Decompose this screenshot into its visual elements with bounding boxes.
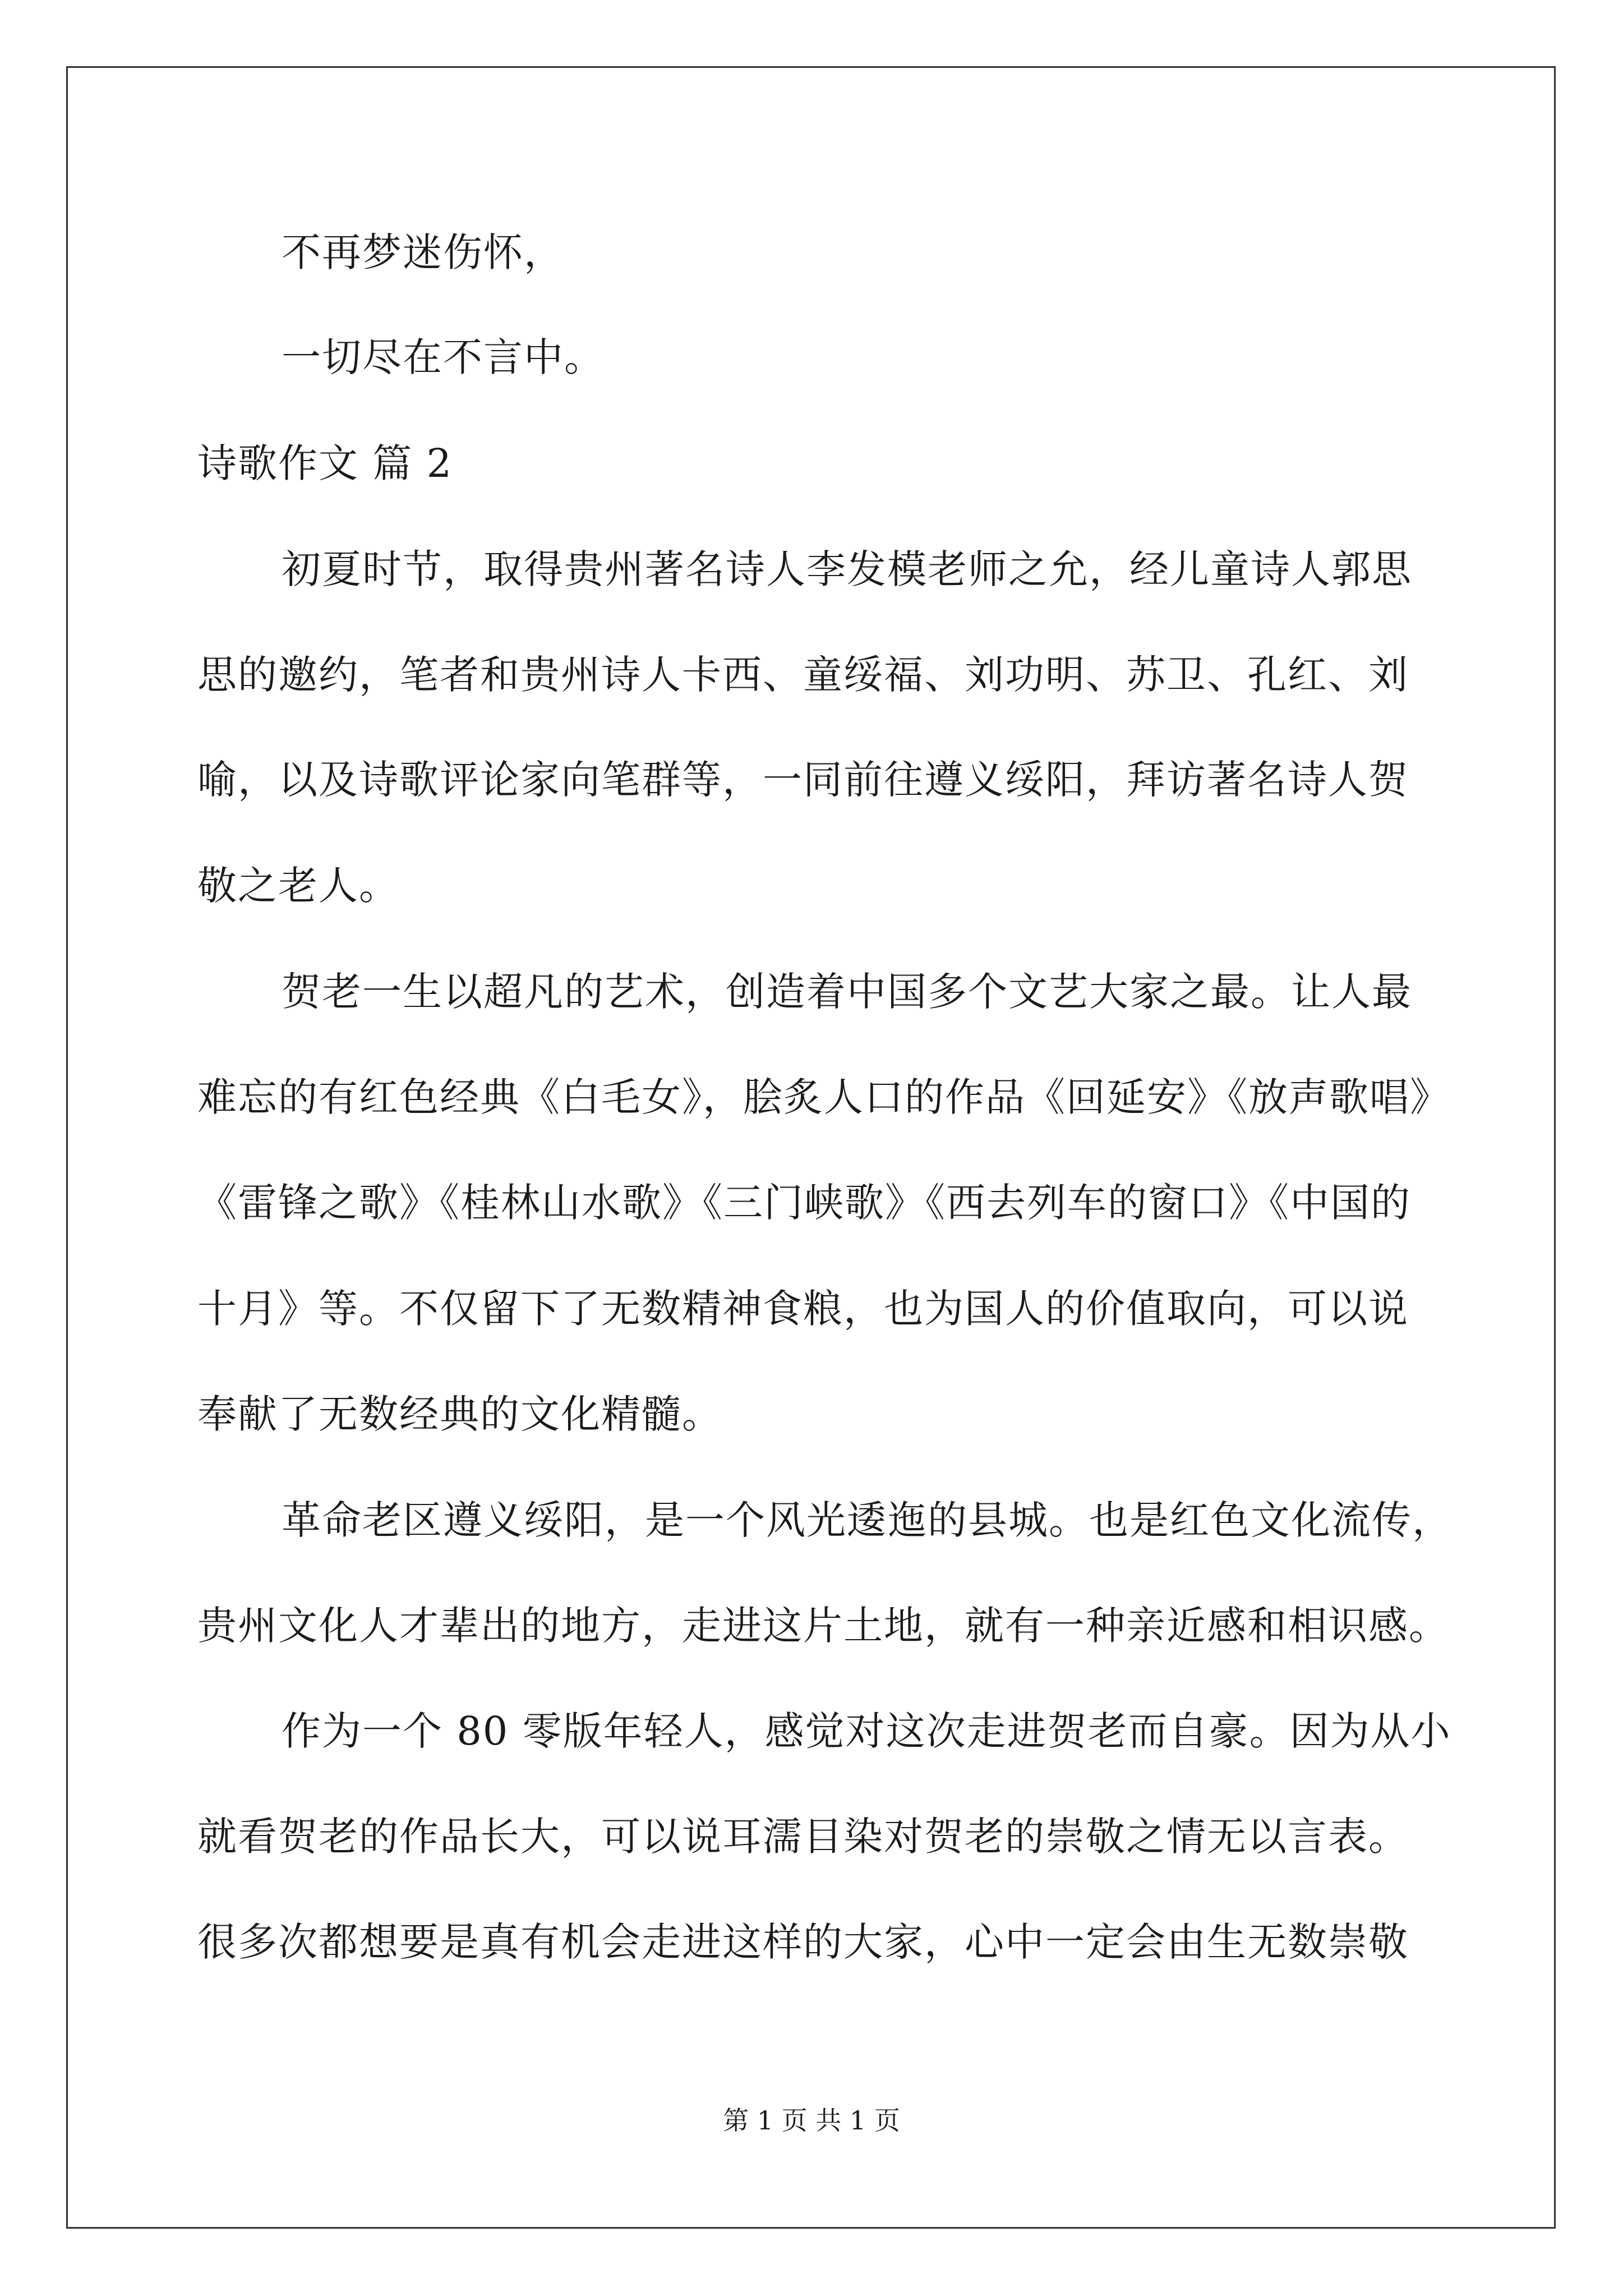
section-heading: 诗歌作文 篇 2 [197, 440, 453, 486]
text-line: 《雷锋之歌》《桂林山水歌》《三门峡歌》《西去列车的窗口》《中国的 [197, 1180, 1411, 1226]
text-line: 喻，以及诗歌评论家向笔群等，一同前往遵义绥阳，拜访著名诗人贺 [197, 757, 1409, 803]
text-line: 不再梦迷伤怀， [282, 229, 564, 275]
text-line: 思的邀约，笔者和贵州诗人卡西、童绥福、刘功明、苏卫、孔红、刘 [197, 652, 1409, 698]
text-line: 十月》等。不仅留下了无数精神食粮，也为国人的价值取向，可以说 [197, 1286, 1409, 1332]
text-line: 革命老区遵义绥阳，是一个风光逶迤的县城。也是红色文化流传， [282, 1497, 1453, 1543]
page-footer: 第 1 页 共 1 页 [723, 2105, 900, 2136]
text-line: 贵州文化人才辈出的地方，走进这片土地，就有一种亲近感和相识感。 [197, 1603, 1449, 1649]
text-line: 敬之老人。 [197, 863, 399, 909]
text-line: 就看贺老的作品长大，可以说耳濡目染对贺老的崇敬之情无以言表。 [197, 1814, 1409, 1860]
text-line: 难忘的有红色经典《白毛女》，脍炙人口的作品《回延安》《放声歌唱》 [197, 1074, 1450, 1120]
page-border [66, 66, 1556, 2229]
text-line: 一切尽在不言中。 [282, 334, 605, 380]
text-line: 很多次都想要是真有机会走进这样的大家，心中一定会由生无数崇敬 [197, 1919, 1409, 1965]
text-line: 贺老一生以超凡的艺术，创造着中国多个文艺大家之最。让人最 [282, 969, 1412, 1015]
text-line: 作为一个 80 零版年轻人，感觉对这次走进贺老而自豪。因为从小 [282, 1708, 1451, 1754]
text-line: 初夏时节，取得贵州著名诗人李发模老师之允，经儿童诗人郭思 [282, 546, 1412, 592]
text-line: 奉献了无数经典的文化精髓。 [197, 1391, 722, 1437]
